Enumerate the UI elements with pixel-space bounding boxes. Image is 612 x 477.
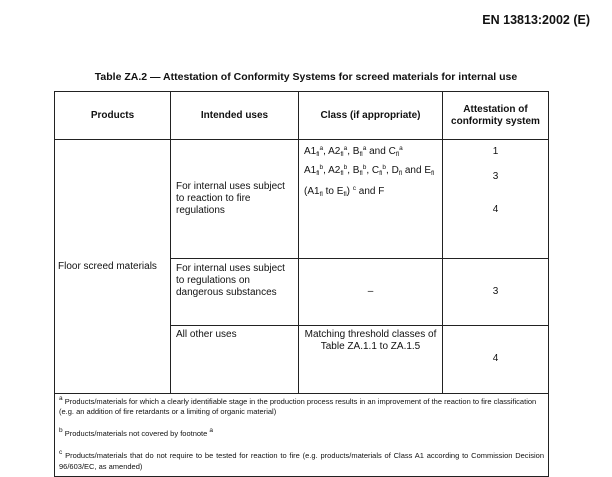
paren-close: ) [346,186,350,197]
conjunction: and [366,146,389,157]
footnote-ref-a: a [343,145,348,152]
attestation-value: 1 [492,146,499,157]
attestation-table [54,91,549,477]
class-cell [299,140,443,259]
header-intended-uses: Intended uses [171,92,299,140]
document-id: EN 13813:2002 (E) [482,13,590,27]
footnote-text: Products/materials for which a clearly identifiable stage in the production process results in an improvement of the reaction to fire classification (e.g. an addition of fire retardants or a limiting of organic material) [59,397,537,417]
table-title: Table ZA.2 — Attestation of Conformity Systems for screed materials for internal use [94,71,518,83]
class-e: E [336,186,344,197]
separator: , [347,146,353,157]
header-class: Class (if appropriate) [299,92,443,140]
use-text: For internal uses subject to reaction to fire regulations [176,180,285,216]
attestation-value: 4 [492,353,499,365]
footnote-text: Products/materials that do not require to be tested for reaction to fire (e.g. products/materials of Class A1 according to Commission Decision 96/603/EC, as amended) [59,451,544,471]
subscript-fl: fl [398,170,403,177]
footnote-ref-b: b [362,164,367,171]
table-row [55,140,549,259]
use-text: For internal uses subject to regulations on dangerous substances [176,262,285,298]
attestation-value: 4 [492,204,499,215]
subscript-fl: fl [340,170,344,177]
footnote-ref-b: b [343,164,348,171]
class-a2: A2 [328,165,341,176]
footnote-ref-c: c [352,185,357,192]
class-d: D [391,165,399,176]
attestation-cell [443,325,549,393]
attestation-cell [443,258,549,325]
header-products: Products [55,92,171,140]
subscript-fl: fl [319,191,323,198]
class-line-3 [304,186,437,198]
attestation-value: 3 [492,285,499,297]
header-attestation: Attestation of conformity system [443,92,549,140]
footnote-b [59,429,544,439]
footnote-ref: a [209,427,214,435]
class-c: C [388,146,396,157]
product-name: Floor screed materials [58,260,157,272]
class-line-1 [304,146,437,158]
footnote-ref-b: b [319,164,324,171]
footnotes-cell [55,394,549,477]
use-text: All other uses [176,328,237,340]
subscript-fl: fl [359,151,363,158]
footnote-c [59,451,544,471]
subscript-fl: fl [395,151,400,158]
class-cell [299,325,443,393]
class-c: C [371,165,380,176]
footnote-ref-a: a [319,145,324,152]
separator: , [323,146,329,157]
subscript-fl: fl [340,151,344,158]
footnote-ref-a: a [362,145,367,152]
use-cell [171,140,299,259]
subscript-fl: fl [379,170,383,177]
class-a1: A1 [304,165,317,176]
class-a1: A1 [304,146,317,157]
footnote-ref-b: b [382,164,387,171]
class-f: and F [356,186,385,197]
class-b: B [352,165,360,176]
class-e: E [424,165,431,176]
footnote-ref-a: a [399,145,403,152]
subscript-fl: fl [430,170,435,177]
paren-open: ( [304,186,308,197]
separator: , [386,165,392,176]
product-cell [55,140,171,394]
footnote-a [59,397,544,417]
footnote-text: Products/materials not covered by footnote [64,429,208,439]
attestation-value: 3 [492,171,499,182]
class-a1: A1 [307,186,320,197]
subscript-fl: fl [316,151,320,158]
conjunction: and [402,165,425,176]
class-line-2 [304,165,437,177]
separator: , [323,165,329,176]
separator: , [366,165,372,176]
use-cell [171,325,299,393]
attestation-cell [443,140,549,259]
class-cell [299,258,443,325]
class-a2: A2 [328,146,341,157]
footnotes-row [55,394,549,477]
footnote-mark: a [59,395,63,402]
footnote-mark: b [59,427,63,435]
range-word: to [322,186,337,197]
subscript-fl: fl [316,170,320,177]
subscript-fl: fl [343,191,347,198]
footnote-mark: c [59,449,63,457]
separator: , [347,165,353,176]
class-dash: – [367,285,374,297]
class-text: Matching threshold classes of Table ZA.1.1 to ZA.1.5 [304,328,437,352]
use-cell [171,258,299,325]
subscript-fl: fl [359,170,363,177]
header-row [55,92,549,140]
class-b: B [352,146,360,157]
